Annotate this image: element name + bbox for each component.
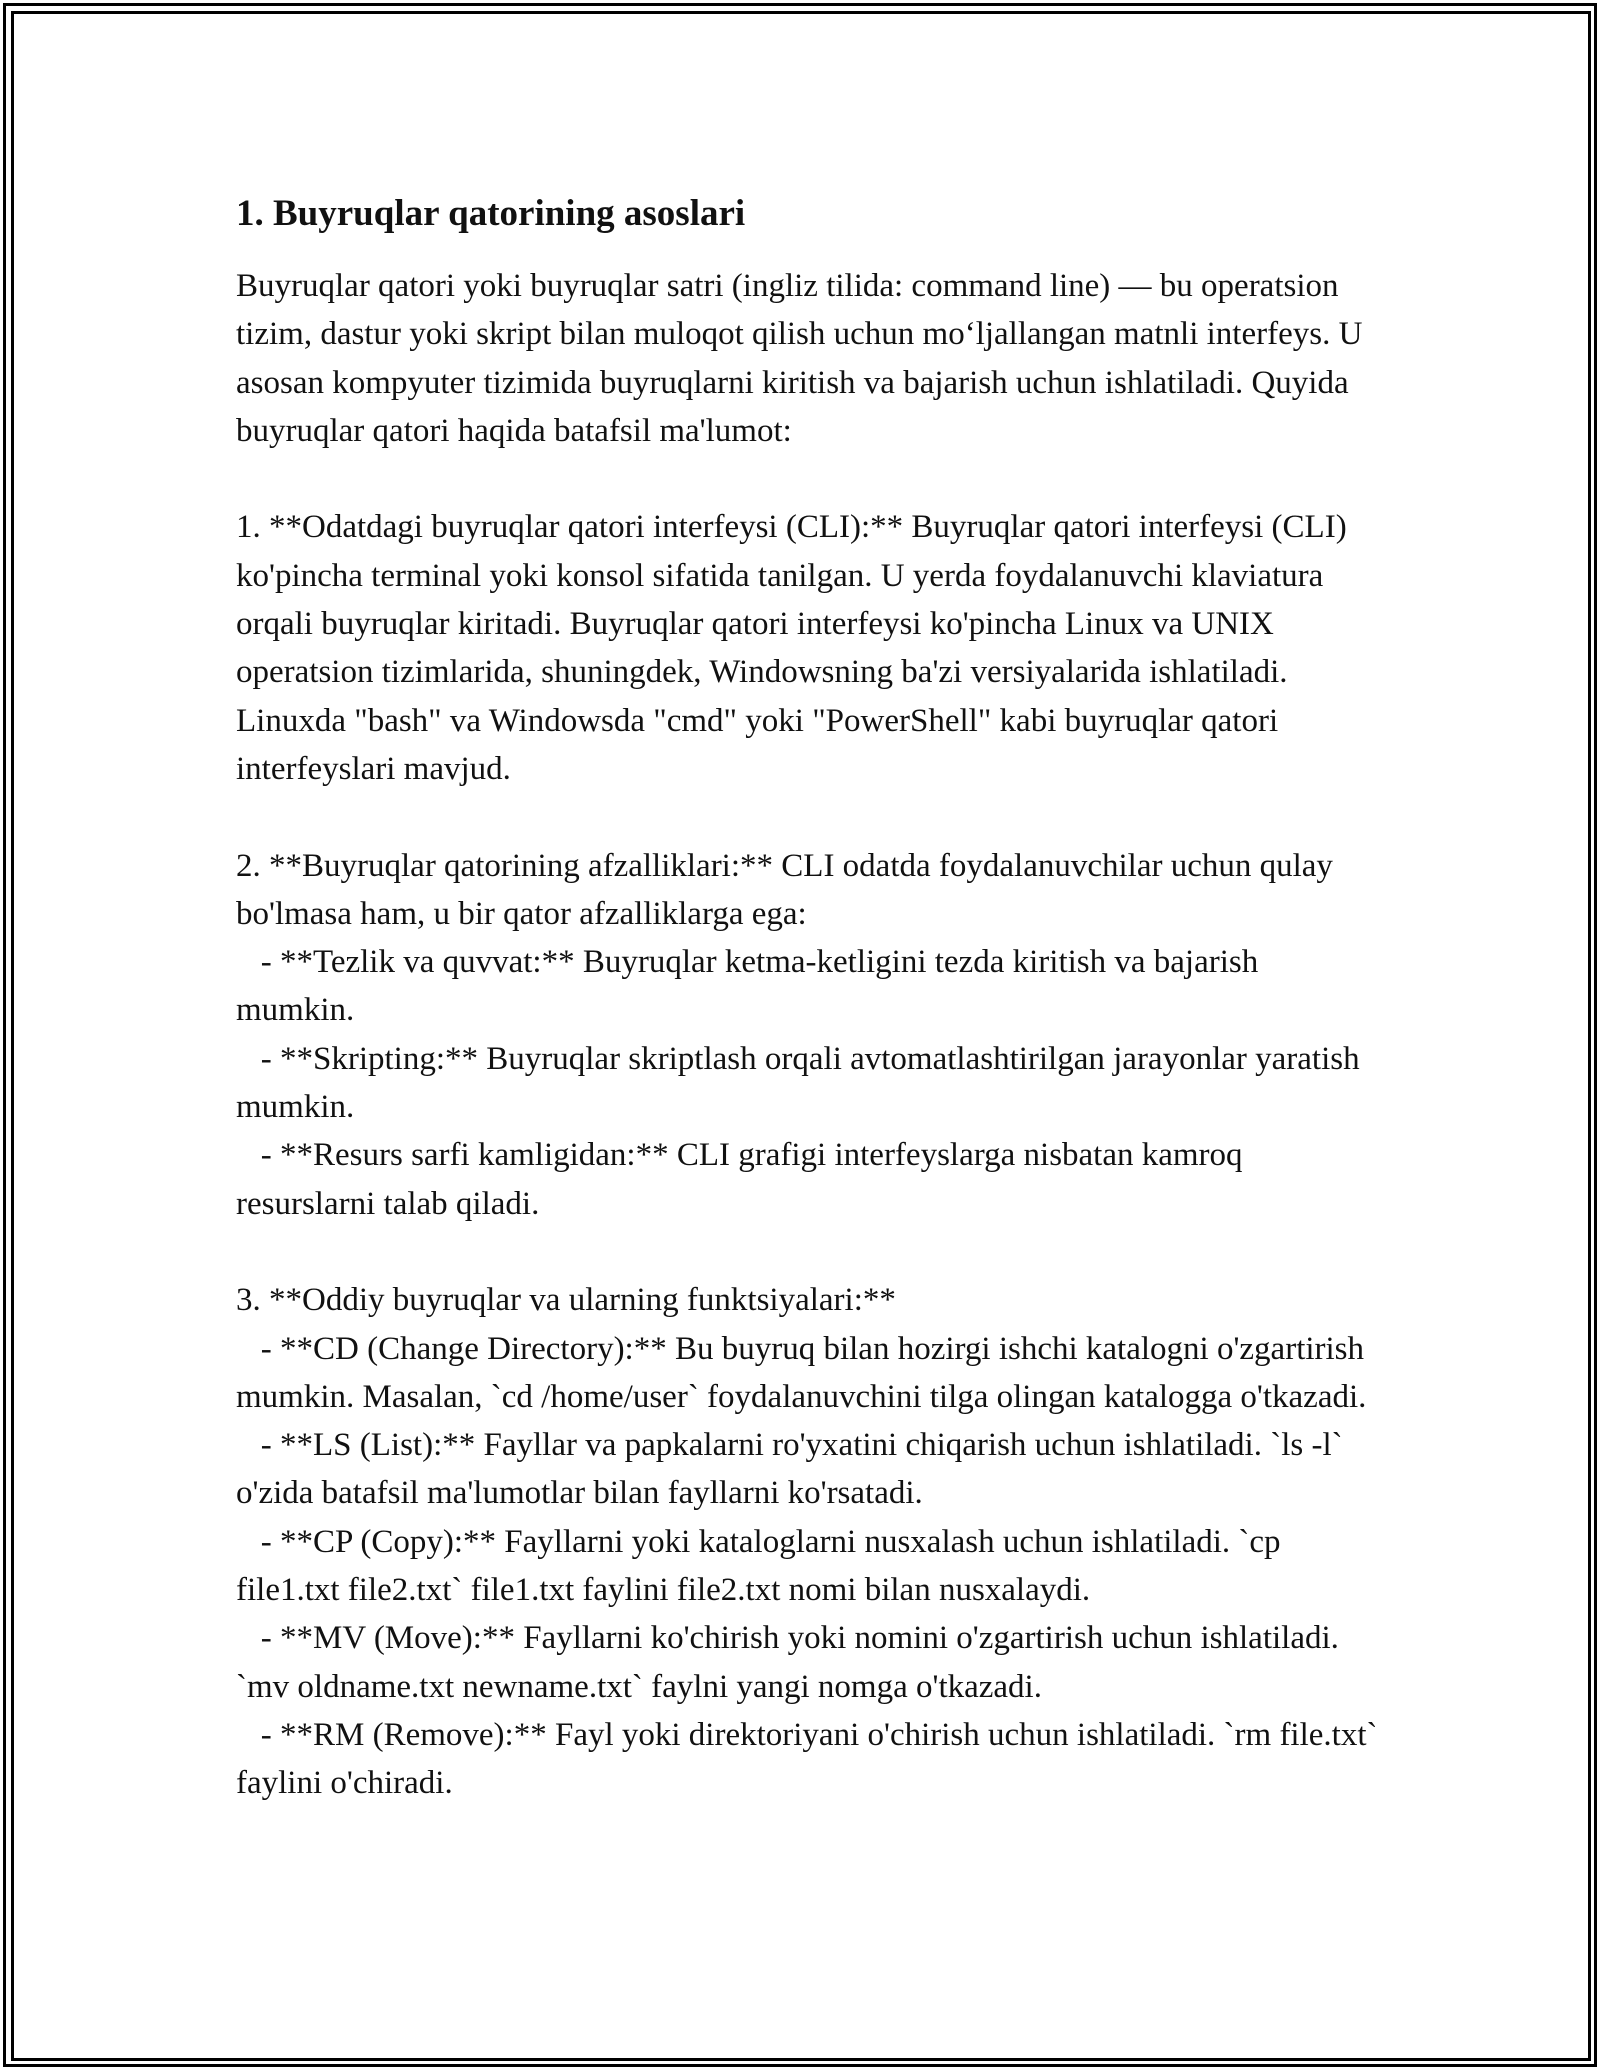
cli-paragraph: 1. **Odatdagi buyruqlar qatori interfeysi (CLI):** Buyruqlar qatori interfeysi (CLI) ko'pincha terminal yoki konsol sifatida tanilgan. U yerda foydalanuvchi klaviatura orqali buyruqlar kiritadi. Buyruqlar qatori interfeysi ko'pincha Linux va UNIX operatsion tizimlarida, shuningdek, Windowsning ba'zi versiyalarida ishlatiladi. Linuxda "bash" va Windowsda "cmd" yoki "PowerShell" kabi buyruqlar qatori interfeyslari mavjud. <box>236 509 1355 787</box>
document-body <box>236 190 1381 1808</box>
paragraph-gap <box>236 455 1381 503</box>
section-heading: 1. Buyruqlar qatorining asoslari <box>236 193 746 234</box>
paragraph-gap <box>236 793 1381 841</box>
intro-paragraph: Buyruqlar qatori yoki buyruqlar satri (ingliz tilida: command line) — bu operatsion tizim, dastur yoki skript bilan muloqot qilish uchun mo‘ljallangan matnli interfeys. U asosan kompyuter tizimida buyruqlarni kiritish va bajarish uchun ishlatiladi. Quyida buyruqlar qatori haqida batafsil ma'lumot: <box>236 268 1371 449</box>
paragraph-gap <box>236 1228 1381 1276</box>
advantages-paragraph: 2. **Buyruqlar qatorining afzalliklari:** CLI odatda foydalanuvchilar uchun qulay bo'lmasa ham, u bir qator afzalliklarga ega: - **Tezlik va quvvat:** Buyruqlar ketma-ketligini tezda kiritish va bajarish mumkin. - **Skripting:** Buyruqlar skriptlash orqali avtomatlashtirilgan jarayonlar yaratish mumkin. - **Resurs sarfi kamligidan:** CLI grafigi interfeyslarga nisbatan kamroq resurslarni talab qiladi. <box>236 847 1360 1222</box>
commands-paragraph: 3. **Oddiy buyruqlar va ularning funktsiyalari:** - **CD (Change Directory):** Bu buyruq bilan hozirgi ishchi katalogni o'zgartirish mumkin. Masalan, `cd /home/user` foydalanuvchini tilga olingan katalogga o'tkazadi. - **LS (List):** Fayllar va papkalarni ro'yxatini chiqarish uchun ishlatiladi. `ls -l` o'zida batafsil ma'lumotlar bilan fayllarni ko'rsatadi. - **CP (Copy):** Fayllarni yoki kataloglarni nusxalash uchun ishlatiladi. `cp file1.txt file2.txt` file1.txt faylini file2.txt nomi bilan nusxalaydi. - **MV (Move):** Fayllarni ko'chirish yoki nomini o'zgartirish uchun ishlatiladi. `mv oldname.txt newname.txt` faylni yangi nomga o'tkazadi. - **RM (Remove):** Fayl yoki direktoriyani o'chirish uchun ishlatiladi. `rm file.txt` faylini o'chiradi. <box>236 1282 1378 1802</box>
